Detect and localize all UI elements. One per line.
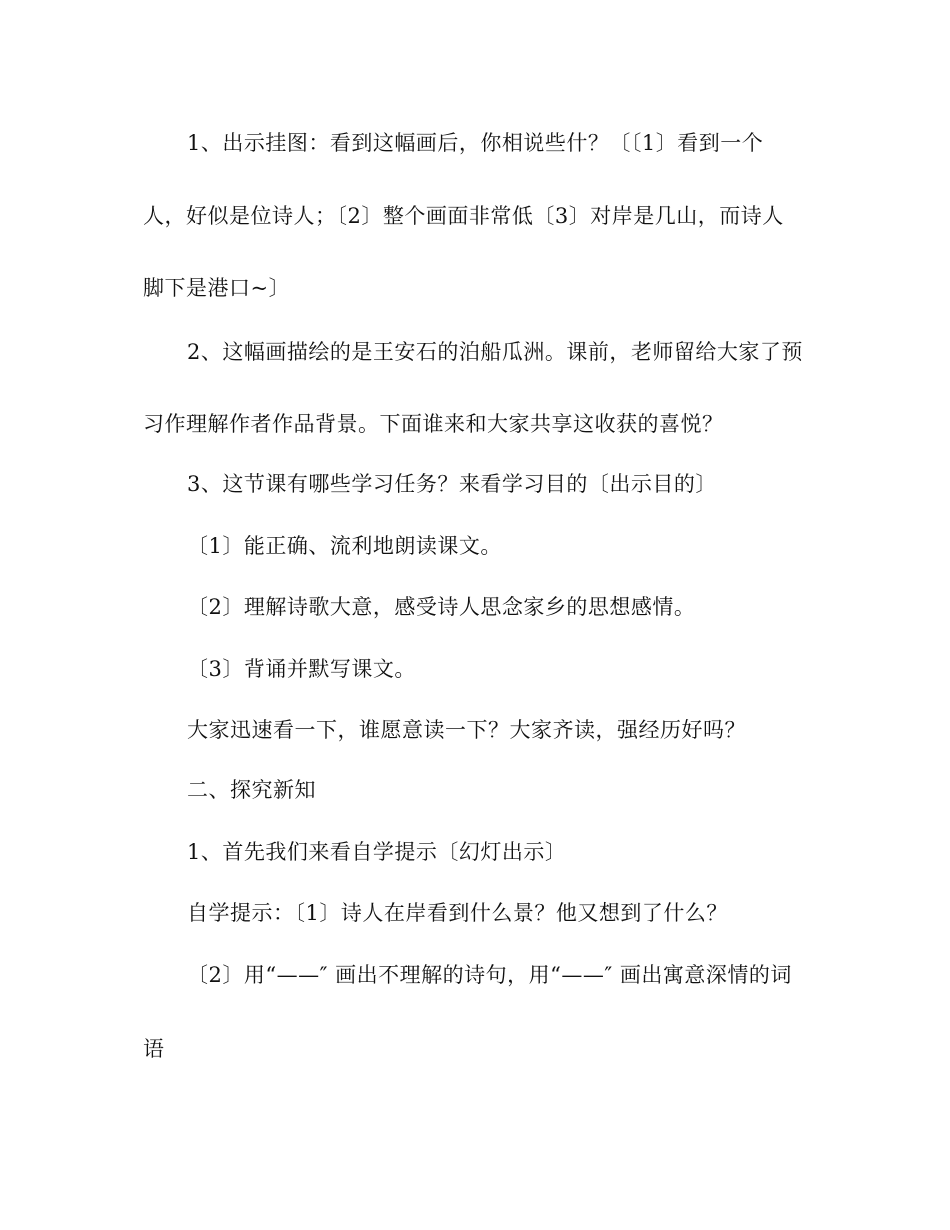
- paragraph-line-5: 习作理解作者作品背景。下面谁来和大家共享这收获的喜悦？: [143, 412, 724, 436]
- paragraph-line-7: 大家迅速看一下，谁愿意读一下？大家齐读，强经历好吗？: [187, 718, 746, 742]
- objective-line-1: 〔1〕能正确、流利地朗读课文。: [187, 534, 502, 558]
- paragraph-line-6: 3、这节课有哪些学习任务？来看学习目的〔出示目的〕: [187, 472, 717, 496]
- paragraph-line-1: 1、出示挂图：看到这幅画后，你相说些什？〔〔1〕看到一个: [187, 131, 764, 155]
- objective-line-3: 〔3〕背诵并默写课文。: [187, 657, 416, 681]
- objective-line-2: 〔2〕理解诗歌大意，感受诗人思念家乡的思想感情。: [187, 595, 696, 619]
- paragraph-line-11: 语: [143, 1037, 165, 1061]
- paragraph-line-8: 1、首先我们来看自学提示〔幻灯出示〕: [187, 840, 567, 864]
- paragraph-line-9: 自学提示：〔1〕诗人在岸看到什么景？他又想到了什么？: [187, 901, 728, 925]
- paragraph-line-10: 〔2〕用“——″ 画出不理解的诗句，用“——″ 画出寓意深情的词: [187, 963, 792, 987]
- paragraph-line-2: 人，好似是位诗人；〔2〕整个画面非常低〔3〕对岸是几山，而诗人: [143, 204, 784, 228]
- section-heading: 二、探究新知: [187, 778, 316, 802]
- paragraph-line-4: 2、这幅画描绘的是王安石的泊船瓜洲。课前，老师留给大家了预: [187, 340, 803, 364]
- paragraph-line-3: 脚下是港口~〕: [143, 276, 291, 300]
